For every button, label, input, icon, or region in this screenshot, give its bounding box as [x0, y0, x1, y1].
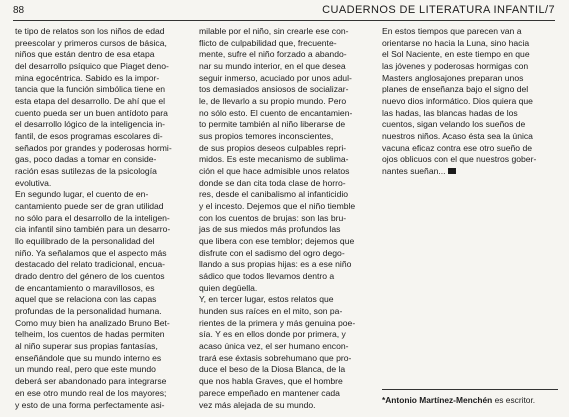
text-line: un mundo real, pero que este mundo [15, 364, 156, 375]
text-column-1 [15, 26, 187, 411]
text-line: donde se dan cita toda clase de horro- [199, 177, 346, 188]
text-line: enseñándole que su mundo interno es [15, 352, 162, 363]
footnote-text: es escritor. [492, 395, 536, 405]
footnote-author: *Antonio Martínez-Menchén [382, 395, 493, 405]
text-line: aquel que se relaciona con las capas [15, 294, 157, 305]
text-line: señados por grandes y poderosas hormi- [15, 142, 172, 153]
text-line: jas de sus miedos más profundos las [199, 224, 341, 235]
text-line: llo equilibrado de la personalidad del [15, 236, 155, 247]
text-line: ojos oblicuos con el que nuestros gober- [382, 154, 537, 165]
text-line: sádico que todos llevamos dentro a [199, 271, 335, 282]
text-line: le, de llevarlo a su propio mundo. Pero [199, 96, 347, 107]
text-line: deberá ser abandonado para integrarse [15, 376, 167, 387]
text-line: cuentos, sigan velando los sueños de [382, 119, 526, 130]
text-line: to permite también al niño liberarse de [199, 119, 346, 130]
text-line: gas, poco dadas a tomar en conside- [15, 154, 157, 165]
text-line: vez más alejada de su mundo. [199, 399, 316, 410]
text-line: nuevo dios informático. Dios quiera que [382, 96, 533, 107]
text-line: quien degüella. [199, 282, 258, 293]
text-line: profundas de la personalidad humana. [15, 306, 162, 317]
text-line: y esto de una forma perfectamente asi- [15, 399, 165, 410]
text-line: ción el que hace admisible unos relatos [199, 166, 350, 177]
text-line: res, desde el canibalismo al infanticidio [199, 189, 349, 200]
text-line: nuestros niños. Acaso ésta sea la única [382, 131, 533, 142]
text-line: fantil, de esos programas escolares di- [15, 131, 163, 142]
page-number: 88 [13, 5, 25, 16]
text-line: en ese otro mundo real de los mayores; [15, 387, 167, 398]
footnote [382, 395, 562, 406]
text-line: mina egocéntrica. Sabido es la impor- [15, 72, 160, 83]
footnote-rule [382, 389, 558, 390]
text-column-2 [199, 26, 371, 411]
text-line: flicto de culpabilidad que, frecuente- [199, 37, 337, 48]
text-line: Masters anglosajones preparan unos [382, 72, 524, 83]
header-rule [13, 20, 555, 21]
text-line: de encantamiento o maravillosos, es [15, 282, 155, 293]
text-line: mente, sufre el niño forzado a abando- [199, 49, 347, 60]
text-column-3 [382, 26, 558, 178]
text-line: niño. Ya señalamos que el aspecto más [15, 247, 167, 258]
text-line: niños que están dentro de esa etapa [15, 49, 155, 60]
text-line: duce el beso de la Diosa Blanca, de la [199, 364, 346, 375]
text-line: no sólo para el desarrollo de la inteligen- [15, 212, 170, 223]
text-line: llando a sus propias hijas: es a ese niño [199, 259, 352, 270]
text-line: el desarrollo lógico de la inteligencia in- [15, 119, 166, 130]
text-line: cuento pueda ser un buen antídoto para [15, 107, 168, 118]
text-line: planes de enseñanza bajo el signo del [382, 84, 529, 95]
text-line: drado dentro del género de los cuentos [15, 271, 165, 282]
text-line: esta etapa del desarrollo. De ahí que el [15, 96, 166, 107]
text-line: te tipo de relatos son los niños de edad [15, 26, 165, 36]
text-line: nantes sueñan... [382, 166, 558, 178]
text-line: hunden sus raíces en el mito, son pa- [199, 306, 343, 317]
text-line: no sólo esto. El cuento de encantamien- [199, 107, 353, 118]
text-line: sía. Y es en ellos donde por primera, y [199, 329, 346, 340]
text-line: telheim, los cuentos de hadas permiten [15, 329, 165, 340]
text-line: midos. Es este mecanismo de sublima- [199, 154, 349, 165]
text-line: que nos habla Graves, que el hombre [199, 376, 343, 387]
text-line: ración esas sutilezas de la psicología [15, 166, 157, 177]
text-line: preescolar y primeros cursos de básica, [15, 37, 167, 48]
text-line: Y, en tercer lugar, estos relatos que [199, 294, 334, 305]
running-head: CUADERNOS DE LITERATURA INFANTIL/7 [322, 4, 555, 16]
text-line: disfrute con el sadismo del ogro dego- [199, 247, 345, 258]
text-line: evolutiva. [15, 177, 52, 188]
text-line: milable por el niño, sin crearle ese con- [199, 26, 349, 36]
text-line: cia infantil sino también para un desarro- [15, 224, 171, 235]
text-line: Como muy bien ha analizado Bruno Bet- [15, 317, 170, 328]
text-line: orientarse no hacia la Luna, sino hacia [382, 37, 530, 48]
text-line: nar su mundo interior, en el que desea [199, 61, 346, 72]
text-line: acaso única vez, el ser humano encon- [199, 341, 349, 352]
text-line: de sus propios deseos culpables repri- [199, 142, 347, 153]
text-line: sus propios temores inconscientes, [199, 131, 334, 142]
text-line: tancia que la función simbólica tiene en [15, 84, 166, 95]
text-line: al niño superar sus propias fantasías, [15, 341, 158, 352]
text-line: vacuna eficaz contra ese otro sueño de [382, 142, 533, 153]
text-line: rientes de la primera y más genuina poe- [199, 317, 356, 328]
text-line: el Sol Naciente, en este tiempo en que [382, 49, 530, 60]
text-line: y el incesto. Dejemos que el niño tiemble [199, 201, 356, 212]
text-line: parece empeñado en mantener cada [199, 387, 340, 398]
text-line: tos demasiados ansiosos de socializar- [199, 84, 349, 95]
text-line: En estos tiempos que parecen van a [382, 26, 522, 36]
end-mark-icon [448, 168, 456, 174]
text-line: destacado del relato tradicional, encua- [15, 259, 166, 270]
text-line: las jóvenes y poderosas hormigas con [382, 61, 529, 72]
text-line: cantamiento puede ser de gran utilidad [15, 201, 164, 212]
text-line: En segundo lugar, el cuento de en- [15, 189, 149, 200]
text-line: trará ese éxtasis sobrehumano que pro- [199, 352, 352, 363]
text-line: del desarrollo psíquico que Piaget deno- [15, 61, 169, 72]
text-line: con los cuentos de brujas: son las bru- [199, 212, 347, 223]
text-line: que libera con ese temblor; dejemos que [199, 236, 355, 247]
text-line: seguir inmerso, acuciado por unos adul- [199, 72, 352, 83]
text-line: las hadas, las blancas hadas de los [382, 107, 518, 118]
